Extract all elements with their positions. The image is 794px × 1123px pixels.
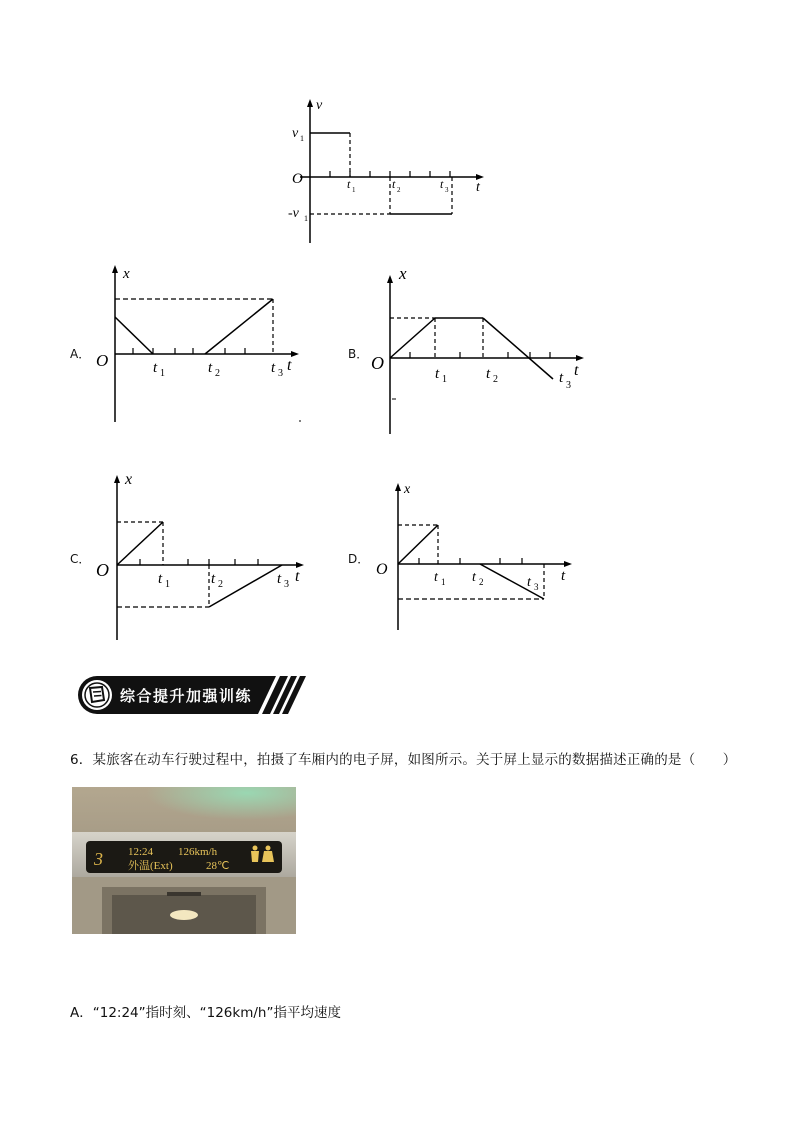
t1-label: t	[435, 366, 440, 382]
x-axis-label: x	[125, 471, 133, 488]
option-c-graph	[90, 468, 315, 643]
t1-sub: 1	[165, 579, 170, 590]
display-temp: 28℃	[206, 860, 230, 872]
t2-sub: 2	[218, 579, 223, 590]
t3-label: t	[271, 360, 276, 376]
t2-sub: 2	[479, 577, 484, 587]
neg-v1-sub: 1	[304, 214, 308, 223]
t3-label: t	[440, 177, 444, 191]
t2-label: t	[392, 177, 396, 191]
t2-label: t	[208, 360, 213, 376]
t2-label: t	[211, 571, 216, 587]
t-axis-label: t	[561, 568, 566, 584]
option-c-label: C．	[70, 552, 91, 566]
t1-label: t	[153, 360, 158, 376]
x-axis-label: x	[404, 482, 411, 497]
origin-label: O	[96, 560, 109, 580]
train-display-photo	[72, 787, 296, 934]
t2-label: t	[472, 570, 476, 585]
car-number: 3	[94, 849, 103, 869]
t2-sub: 2	[215, 368, 220, 379]
t3-sub: 3	[278, 368, 283, 379]
vt-graph	[280, 95, 490, 245]
display-temp-label: 外温(Ext)	[128, 860, 173, 872]
t1-sub: 1	[441, 577, 446, 587]
v1-label: v	[292, 126, 299, 141]
t3-label: t	[559, 370, 564, 386]
option-a-graph	[90, 260, 305, 430]
t3-sub: 3	[445, 186, 449, 194]
t1-label: t	[347, 177, 351, 191]
x-axis-label: x	[123, 266, 130, 282]
t1-sub: 1	[352, 186, 356, 194]
x-axis-label: x	[399, 264, 407, 283]
t3-label: t	[527, 575, 531, 590]
banner-title: 综合提升加强训练	[120, 687, 253, 705]
t2-sub: 2	[493, 374, 498, 385]
t-axis-label: t	[287, 357, 292, 374]
t-axis-label: t	[295, 568, 300, 585]
t3-label: t	[277, 571, 282, 587]
option-d-graph	[370, 478, 580, 633]
v1-sub: 1	[300, 134, 304, 143]
t1-label: t	[434, 570, 438, 585]
t1-sub: 1	[442, 374, 447, 385]
display-time: 12:24	[128, 846, 154, 858]
v-axis-label: v	[316, 98, 323, 113]
neg-v1-label: -v	[288, 206, 299, 221]
t1-sub: 1	[160, 368, 165, 379]
origin-label: O	[376, 561, 388, 578]
t3-sub: 3	[566, 380, 571, 391]
option-a-label: A．	[70, 347, 91, 361]
t-axis-label: t	[574, 362, 579, 379]
origin-label: O	[371, 353, 384, 373]
question-6-text: 6．某旅客在动车行驶过程中，拍摄了车厢内的电子屏，如图所示。关于屏上显示的数据描述正确的是（ ）	[70, 752, 737, 768]
t3-sub: 3	[284, 579, 289, 590]
option-b-graph	[365, 262, 590, 437]
answer-option-a: A．“12:24”指时刻、“126km/h”指平均速度	[70, 1005, 341, 1021]
t1-label: t	[158, 571, 163, 587]
origin-label: O	[292, 171, 303, 187]
section-banner	[76, 674, 308, 716]
option-b-label: B．	[348, 347, 369, 361]
origin-label: O	[96, 351, 109, 370]
t2-sub: 2	[397, 186, 401, 194]
t3-sub: 3	[534, 582, 539, 592]
t-axis-label: t	[476, 180, 480, 195]
display-speed: 126km/h	[178, 846, 218, 858]
t2-label: t	[486, 366, 491, 382]
banner-emblem	[82, 680, 112, 710]
option-d-label: D．	[348, 552, 370, 566]
